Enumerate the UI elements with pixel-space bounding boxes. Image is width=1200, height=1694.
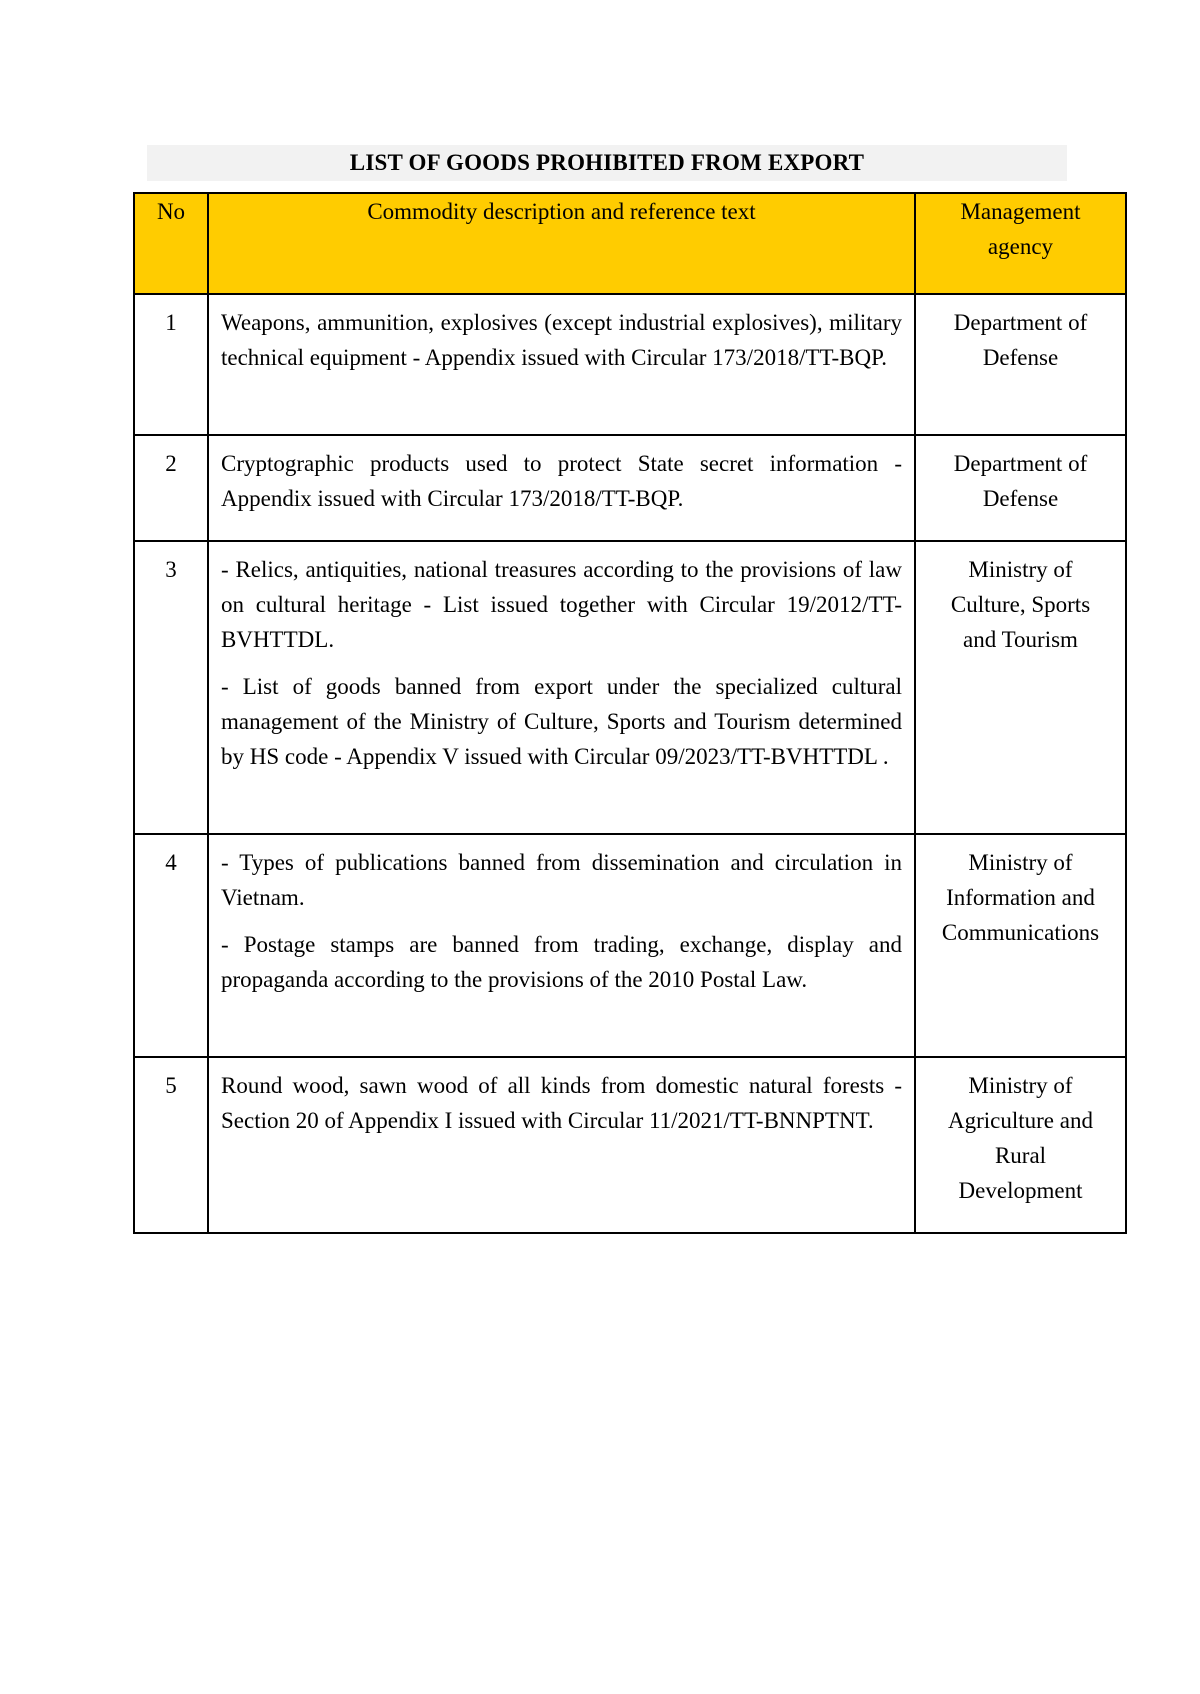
page-title: LIST OF GOODS PROHIBITED FROM EXPORT	[349, 150, 865, 175]
row-agency	[915, 435, 1126, 541]
row-description	[208, 541, 915, 834]
table-row	[134, 1057, 1126, 1233]
row-description	[208, 1057, 915, 1233]
table-header-row	[134, 193, 1126, 294]
row-number: 4	[134, 834, 208, 1057]
row-agency	[915, 541, 1126, 834]
agency-label: Department of Defense	[953, 451, 1088, 511]
description-paragraph: - Postage stamps are banned from trading, exchange, display and propaganda according to the provisions of the 2010 Postal Law.	[221, 932, 902, 992]
prohibited-goods-table	[133, 192, 1127, 1234]
row-agency	[915, 294, 1126, 435]
row-number: 5	[134, 1057, 208, 1233]
header-agency-label: Management agency	[960, 199, 1081, 259]
header-description: Commodity description and reference text	[208, 193, 915, 294]
agency-label: Ministry of Culture, Sports and Tourism	[950, 557, 1091, 652]
description-paragraph: - Types of publications banned from dissemination and circulation in Vietnam.	[221, 850, 902, 910]
row-description	[208, 294, 915, 435]
title-band	[147, 145, 1067, 181]
row-agency	[915, 834, 1126, 1057]
agency-label: Ministry of Information and Communications	[941, 850, 1100, 945]
row-description	[208, 834, 915, 1057]
agency-label: Ministry of Agriculture and Rural Development	[948, 1073, 1093, 1203]
header-no: No	[134, 193, 208, 294]
description-paragraph: - List of goods banned from export under the specialized cultural management of the Ministry of Culture, Sports and Tourism determined by HS code - Appendix V issued with Circular 09/2023/TT-BVHTTDL .	[221, 674, 902, 769]
description-paragraph: Weapons, ammunition, explosives (except industrial explosives), military technical equipment - Appendix issued with Circular 173/2018/TT-BQP.	[221, 310, 902, 370]
table-row	[134, 834, 1126, 1057]
table-row	[134, 541, 1126, 834]
row-number: 1	[134, 294, 208, 435]
agency-label: Department of Defense	[953, 310, 1088, 370]
row-description	[208, 435, 915, 541]
table-row	[134, 294, 1126, 435]
row-number: 2	[134, 435, 208, 541]
description-paragraph: Round wood, sawn wood of all kinds from domestic natural forests - Section 20 of Appendix I issued with Circular 11/2021/TT-BNNPTNT.	[221, 1073, 902, 1133]
description-paragraph: Cryptographic products used to protect State secret information - Appendix issued with Circular 173/2018/TT-BQP.	[221, 451, 902, 511]
row-number: 3	[134, 541, 208, 834]
header-agency	[915, 193, 1126, 294]
table-row	[134, 435, 1126, 541]
row-agency	[915, 1057, 1126, 1233]
description-paragraph: - Relics, antiquities, national treasures according to the provisions of law on cultural heritage - List issued together with Circular 19/2012/TT-BVHTTDL.	[221, 557, 902, 652]
